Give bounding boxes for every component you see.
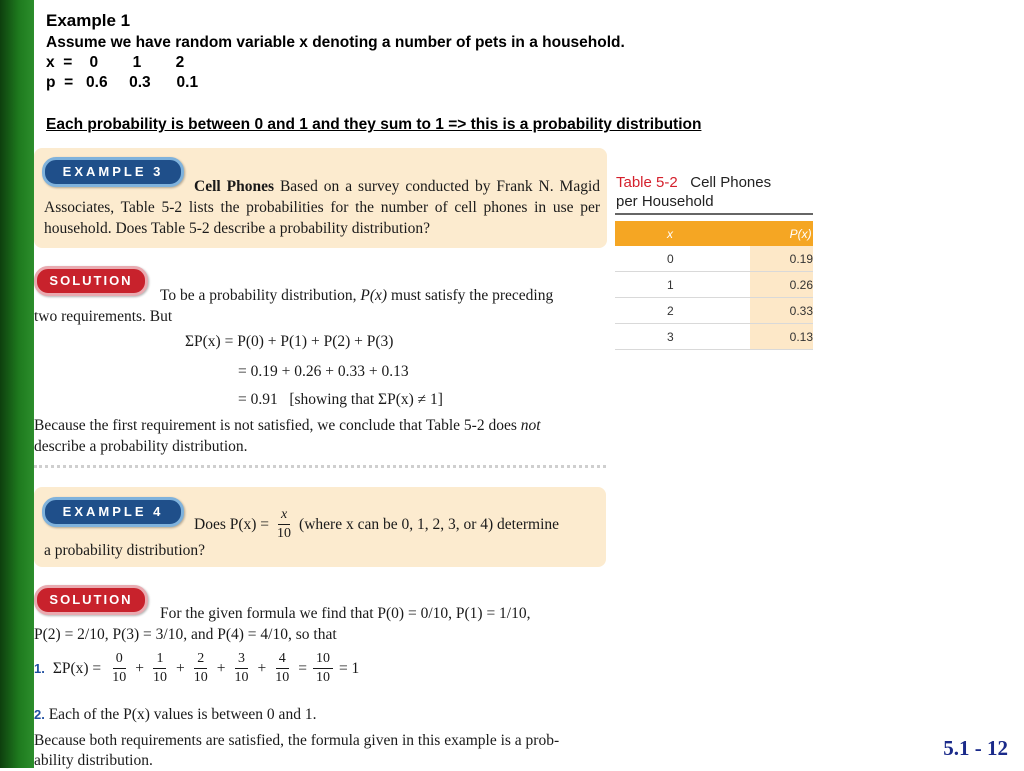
table52-cell-px: 0.33: [750, 298, 813, 324]
sum-result: = 1: [338, 660, 360, 677]
solution4-line2: P(2) = 2/10, P(3) = 3/10, and P(4) = 4/10, so that: [34, 626, 337, 643]
table52-title-a: Cell Phones: [690, 174, 772, 191]
sum-fraction-den: 10: [112, 670, 127, 685]
sum-fraction: [272, 650, 292, 687]
p-values-row: p = 0.6 0.3 0.1: [46, 74, 199, 91]
table52-header-px: P(x): [750, 221, 813, 246]
solution3-intro-a: To be a probability distribution,: [160, 287, 361, 304]
example4-fraction-den: 10: [277, 526, 292, 541]
dotted-divider: [34, 465, 606, 468]
solution3-equation-2: = 0.19 + 0.26 + 0.33 + 0.13: [238, 363, 409, 380]
example4-question-a: Does P(x) =: [194, 516, 270, 533]
solution3-intro-b: must satisfy the preceding: [387, 287, 554, 304]
example4-question: [194, 506, 559, 543]
example1-description: Assume we have random variable x denoting a number of pets in a household.: [46, 34, 625, 51]
table52: [615, 221, 813, 350]
table52-cell-x: 1: [615, 272, 750, 298]
solution4-sum-equation: 1. ΣP(x) = $\frac{0}{10}$ + $\frac{1}{10}$ + $\frac{2}{10}$ + $\frac{3}{10}$ + $\frac{4}{10}$ = $\frac{10}{10}$ = 1: [34, 651, 360, 685]
table52-cell-px: 0.13: [750, 324, 813, 350]
sum-fraction-num: 2: [194, 650, 207, 669]
sum-fraction-den: 10: [234, 670, 249, 685]
sum-fraction: [109, 650, 129, 687]
solution3-conclusion-not: not: [520, 417, 541, 434]
table52-cell-x: 3: [615, 324, 750, 350]
table-row: [615, 298, 813, 324]
sum-fraction: [191, 650, 211, 687]
plus-sign: +: [216, 660, 226, 677]
sum-fraction: [150, 650, 170, 687]
solution3-badge: SOLUTION: [34, 266, 148, 296]
table52-cell-px: 0.19: [750, 246, 813, 272]
table-row: [615, 246, 813, 272]
sum-fraction-den: 10: [152, 670, 167, 685]
solution3-equation-3: = 0.91 [showing that ΣP(x) ≠ 1]: [238, 391, 443, 408]
example4-question-line2: a probability distribution?: [44, 542, 206, 559]
sidebar-stripe: [0, 0, 34, 768]
table52-cell-x: 2: [615, 298, 750, 324]
sum-fraction: [231, 650, 251, 687]
solution3-intro-px: P(x): [360, 287, 388, 304]
solution3-conclusion: [34, 415, 541, 436]
example3-badge: EXAMPLE 3: [42, 157, 184, 187]
item2: [34, 704, 316, 725]
solution3-conclusion-a: Because the first requirement is not satisfied, we conclude that Table 5-2 does: [34, 417, 521, 434]
example3-heading: Cell Phones: [194, 178, 275, 195]
sum-fraction-num: 0: [113, 650, 126, 669]
plus-sign: +: [135, 660, 144, 677]
table52-cell-px: 0.26: [750, 272, 813, 298]
solution3-equation-1: ΣP(x) = P(0) + P(1) + P(2) + P(3): [185, 333, 394, 350]
sum-total-fraction: [313, 650, 333, 687]
example3-text: [44, 176, 600, 239]
solution4-badge: SOLUTION: [34, 585, 148, 615]
table52-caption: [616, 173, 771, 211]
final-line2: ability distribution.: [34, 752, 153, 769]
sum-fraction-num: 4: [276, 650, 289, 669]
example1-conclusion: Each probability is between 0 and 1 and they sum to 1 => this is a probability distribution: [46, 116, 702, 133]
sum-fractions: [107, 650, 294, 687]
example4-fraction: [274, 506, 294, 543]
sum-lhs: ΣP(x) =: [52, 660, 102, 677]
solution4-line1: For the given formula we find that P(0) = 0/10, P(1) = 1/10,: [160, 605, 531, 622]
sum-fraction-num: 1: [153, 650, 166, 669]
sum-total-num: 10: [313, 650, 333, 669]
table-row: [615, 324, 813, 350]
solution3-intro-line2: two requirements. But: [34, 308, 173, 325]
slide-number: 5.1 - 12: [943, 736, 1008, 760]
item1-number: 1.: [34, 661, 45, 676]
item2-number: 2.: [34, 707, 45, 722]
table52-top-rule: [615, 213, 813, 215]
sum-fraction-den: 10: [193, 670, 208, 685]
x-values-row: x = 0 1 2: [46, 54, 185, 71]
solution3-intro: [160, 285, 553, 306]
table52-header-x: x: [615, 221, 750, 246]
table52-cell-x: 0: [615, 246, 750, 272]
table-row: [615, 272, 813, 298]
example4-fraction-num: x: [278, 506, 290, 525]
item2-text: Each of the P(x) values is between 0 and 1.: [44, 706, 317, 723]
final-line1: Because both requirements are satisfied, the formula given in this example is a prob-: [34, 732, 560, 749]
sum-fraction-den: 10: [275, 670, 290, 685]
solution3-conclusion-line2: describe a probability distribution.: [34, 438, 248, 455]
example1-title: Example 1: [46, 11, 131, 30]
table52-title-b: per Household: [616, 193, 714, 210]
plus-sign: +: [257, 660, 267, 677]
example4-badge: EXAMPLE 4: [42, 497, 184, 527]
table52-label: Table 5-2: [616, 174, 678, 191]
sum-fraction-num: 3: [235, 650, 248, 669]
plus-sign: +: [175, 660, 185, 677]
sum-total-den: 10: [315, 670, 330, 685]
example4-question-b: (where x can be 0, 1, 2, 3, or 4) determine: [299, 516, 560, 533]
example3-body: Based on a survey conducted by Frank N. Magid Associates, Table 5-2 lists the probabilities for the number of cell phones in use per household. Does Table 5-2 describe a probability distribution?: [44, 178, 600, 237]
